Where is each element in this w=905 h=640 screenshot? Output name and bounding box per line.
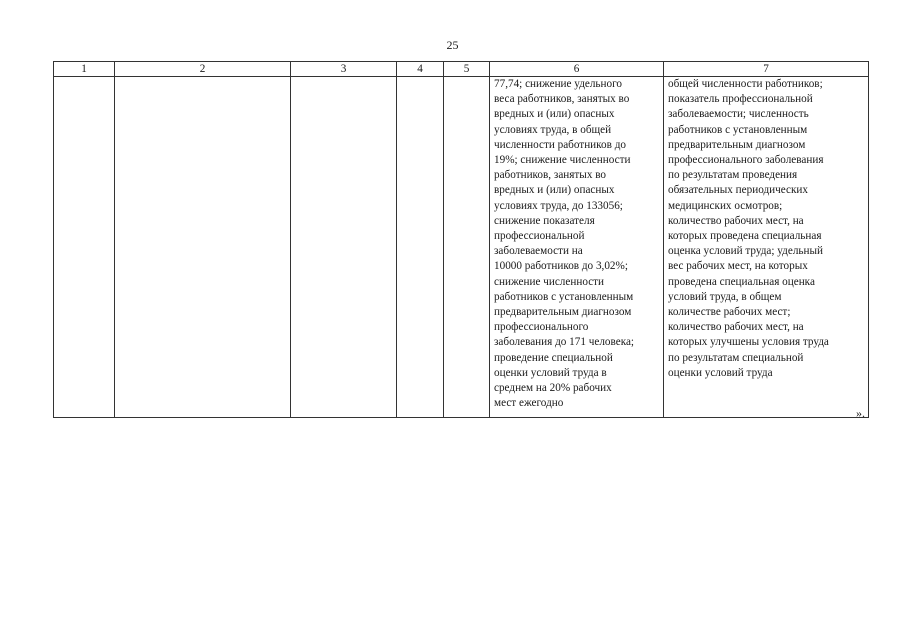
cell-col-4 xyxy=(397,77,444,418)
column-header-7: 7 xyxy=(664,62,869,77)
column-header-1: 1 xyxy=(54,62,115,77)
closing-quote-mark: ». xyxy=(856,406,865,420)
cell-indicators: общей численности работников; показатель профессиональной заболеваемости; численность работников с установленным предварительным диагнозом профессионального заболевания по результатам проведения обязательных периодических медицинских осмотров; количество рабочих мест, на которых проведена специальная оценка условий труда; удельный вес рабочих мест, на которых проведена специальная оценка условий труда, в общем количестве рабочих мест; количество рабочих мест, на которых улучшены условия труда по результатам специальной оценки условий труда xyxy=(664,77,869,418)
table-row xyxy=(54,77,869,418)
table-header-row xyxy=(54,62,869,77)
column-header-5: 5 xyxy=(444,62,490,77)
document-table xyxy=(53,61,869,418)
page-number: 25 xyxy=(446,38,459,52)
cell-col-2 xyxy=(115,77,291,418)
cell-targets: 77,74; снижение удельного веса работников, занятых во вредных и (или) опасных условиях труда, в общей численности работников до 19%; снижение численности работников, занятых во вредных и (или) опасных условиях труда, до 133056; снижение показателя профессиональной заболеваемости на 10000 работников до 3,02%; снижение численности работников с установленным предварительным диагнозом профессионального заболевания до 171 человека; проведение специальной оценки условий труда в среднем на 20% рабочих мест ежегодно xyxy=(490,77,664,418)
cell-col-5 xyxy=(444,77,490,418)
cell-col-1 xyxy=(54,77,115,418)
column-header-6: 6 xyxy=(490,62,664,77)
cell-col-3 xyxy=(291,77,397,418)
column-header-3: 3 xyxy=(291,62,397,77)
column-header-2: 2 xyxy=(115,62,291,77)
column-header-4: 4 xyxy=(397,62,444,77)
